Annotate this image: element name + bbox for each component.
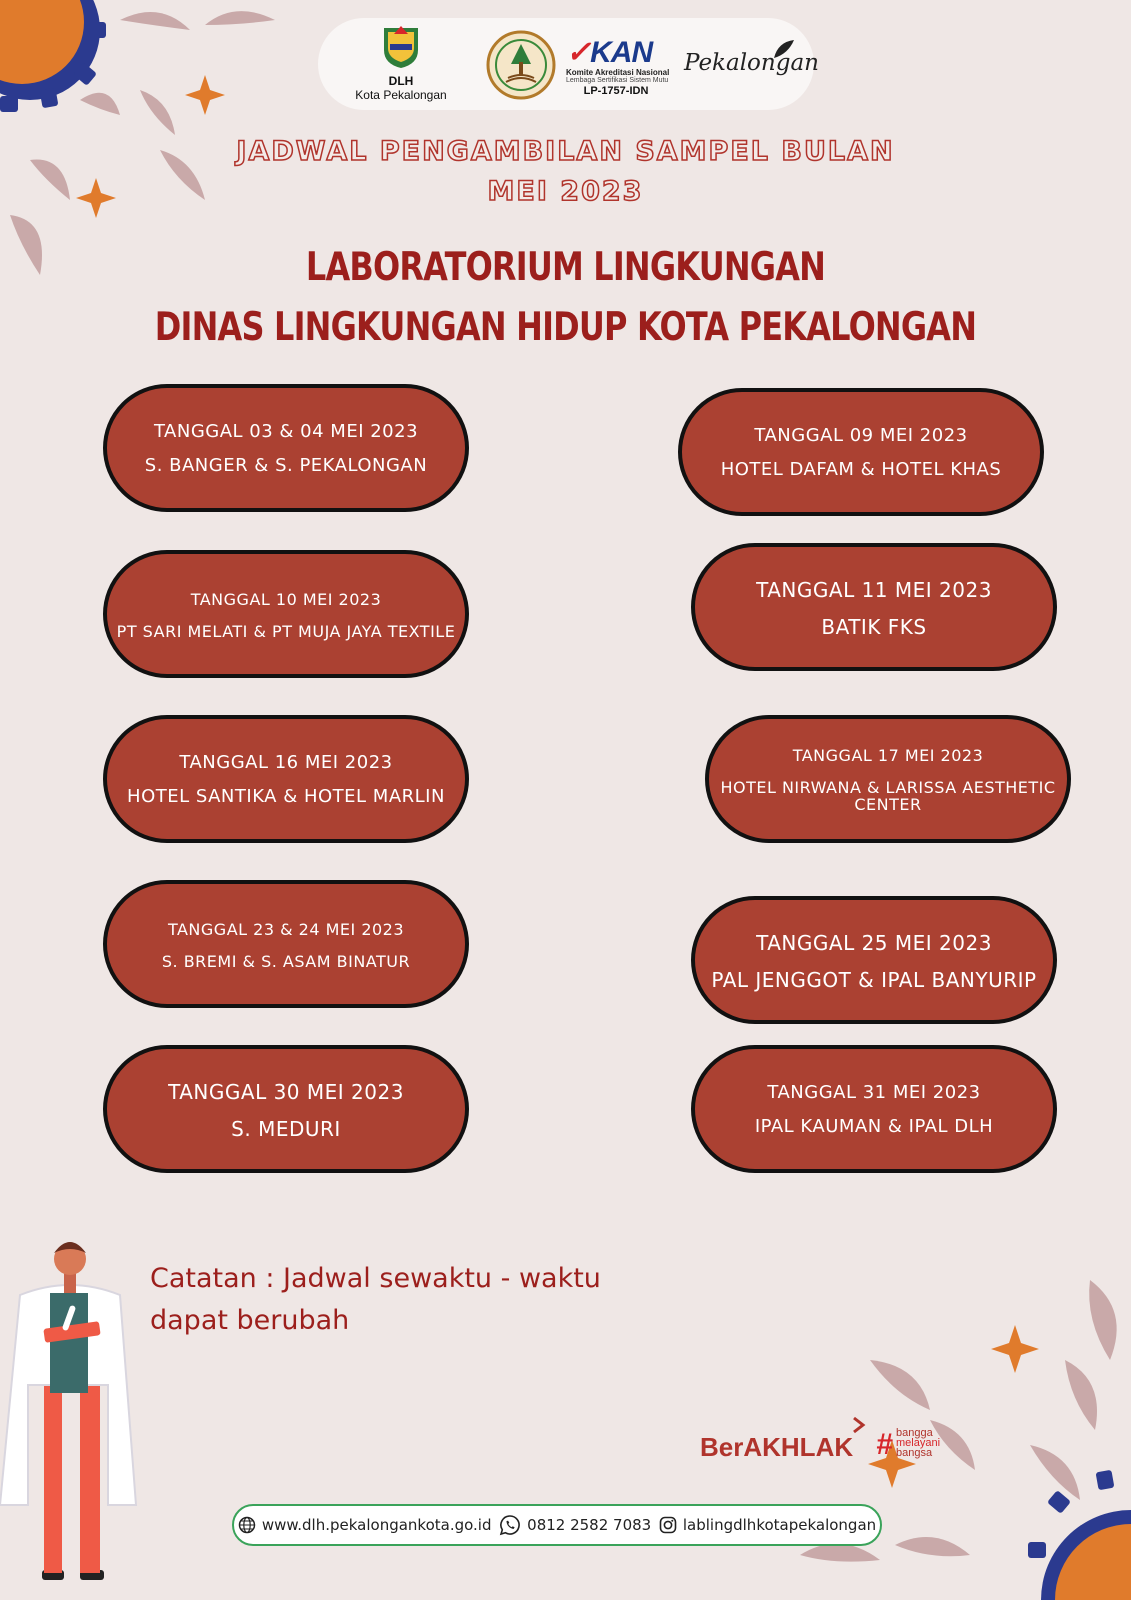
schedule-location: PT SARI MELATI & PT MUJA JAYA TEXTILE bbox=[116, 621, 456, 641]
schedule-date: TANGGAL 11 MEI 2023 bbox=[756, 578, 992, 602]
schedule-heading bbox=[0, 132, 1131, 212]
berakhlak-logo bbox=[700, 1408, 950, 1464]
schedule-card bbox=[103, 384, 469, 512]
website-url[interactable]: www.dlh.pekalongankota.go.id bbox=[261, 1516, 492, 1534]
schedule-location: BATIK FKS bbox=[821, 615, 927, 639]
schedule-date: TANGGAL 17 MEI 2023 bbox=[792, 746, 984, 765]
dlh-logo-sublabel: Kota Pekalongan bbox=[355, 88, 447, 102]
schedule-location: HOTEL SANTIKA & HOTEL MARLIN bbox=[127, 786, 445, 807]
lab-heading-line-1: LABORATORIUM LINGKUNGAN bbox=[305, 245, 826, 290]
schedule-card bbox=[705, 715, 1071, 843]
schedule-date: TANGGAL 30 MEI 2023 bbox=[168, 1080, 404, 1104]
lab-scientist-illustration bbox=[0, 1235, 140, 1595]
schedule-card bbox=[103, 880, 469, 1008]
check-icon: ✓ bbox=[566, 36, 591, 69]
schedule-location: S. BREMI & S. ASAM BINATUR bbox=[161, 951, 411, 971]
kan-wordmark: KAN bbox=[590, 36, 653, 69]
schedule-card bbox=[691, 1045, 1057, 1173]
phone-contact[interactable] bbox=[499, 1514, 651, 1536]
instagram-contact[interactable] bbox=[659, 1516, 876, 1534]
berakhlak-tagline bbox=[896, 1428, 940, 1458]
pekalongan-brand-text: Pekalongan bbox=[684, 50, 819, 76]
schedule-date: TANGGAL 31 MEI 2023 bbox=[767, 1082, 981, 1103]
schedule-date: TANGGAL 25 MEI 2023 bbox=[756, 931, 992, 955]
schedule-card bbox=[103, 1045, 469, 1173]
schedule-date: TANGGAL 09 MEI 2023 bbox=[754, 425, 968, 446]
schedule-card bbox=[103, 715, 469, 843]
schedule-date: TANGGAL 23 & 24 MEI 2023 bbox=[167, 919, 405, 939]
klhk-emblem-icon bbox=[486, 30, 556, 100]
leaf-icon bbox=[770, 38, 800, 62]
dlh-logo bbox=[340, 22, 462, 102]
schedule-heading-line-2: MEI 2023 bbox=[487, 176, 644, 207]
kan-code: LP-1757-IDN bbox=[583, 85, 649, 97]
instagram-icon bbox=[659, 1516, 677, 1534]
instagram-handle[interactable]: lablingdlhkotapekalongan bbox=[682, 1516, 877, 1534]
phone-number[interactable]: 0812 2582 7083 bbox=[527, 1516, 652, 1534]
note-line-1: Catatan : Jadwal sewaktu - waktu bbox=[150, 1263, 601, 1294]
globe-icon bbox=[238, 1516, 256, 1534]
schedule-location: PAL JENGGOT & IPAL BANYURIP bbox=[711, 968, 1037, 992]
kan-logo bbox=[566, 38, 676, 98]
schedule-date: TANGGAL 03 & 04 MEI 2023 bbox=[153, 421, 419, 442]
contact-footer bbox=[232, 1504, 882, 1546]
chevron-right-icon bbox=[852, 1416, 866, 1434]
schedule-card bbox=[103, 550, 469, 678]
star-icon bbox=[185, 75, 225, 115]
website-contact[interactable] bbox=[238, 1516, 492, 1534]
berakhlak-wordmark: BerAKHLAK bbox=[700, 1432, 854, 1462]
schedule-card bbox=[691, 543, 1057, 671]
schedule-heading-line-1: JADWAL PENGAMBILAN SAMPEL BULAN bbox=[236, 136, 895, 167]
pekalongan-brand-logo bbox=[680, 38, 819, 98]
schedule-location: HOTEL NIRWANA & LARISSA AESTHETIC CENTER bbox=[720, 778, 1056, 814]
tagline-word: bangsa bbox=[896, 1447, 933, 1459]
city-crest-icon bbox=[382, 22, 420, 70]
hashtag-icon: # bbox=[876, 1428, 893, 1461]
lab-heading bbox=[102, 238, 1029, 358]
dlh-logo-label: DLH bbox=[388, 74, 414, 88]
tagline-word: melayani bbox=[896, 1437, 941, 1449]
tagline-word: bangga bbox=[896, 1427, 933, 1439]
star-icon bbox=[991, 1325, 1039, 1373]
schedule-card bbox=[691, 896, 1057, 1024]
schedule-date: TANGGAL 10 MEI 2023 bbox=[190, 589, 382, 609]
schedule-date: TANGGAL 16 MEI 2023 bbox=[179, 752, 393, 773]
schedule-card bbox=[678, 388, 1044, 516]
whatsapp-icon bbox=[499, 1514, 521, 1536]
kan-line-1: Komite Akreditasi Nasional bbox=[566, 68, 670, 77]
schedule-note bbox=[150, 1258, 670, 1342]
note-line-2: dapat berubah bbox=[150, 1305, 350, 1336]
schedule-location: HOTEL DAFAM & HOTEL KHAS bbox=[720, 459, 1002, 480]
schedule-location: S. MEDURI bbox=[231, 1117, 341, 1141]
schedule-location: IPAL KAUMAN & IPAL DLH bbox=[754, 1116, 994, 1137]
lab-heading-line-2: DINAS LINGKUNGAN HIDUP KOTA PEKALONGAN bbox=[154, 305, 977, 350]
kan-line-2: Lembaga Sertifikasi Sistem Mutu bbox=[566, 77, 669, 84]
schedule-location: S. BANGER & S. PEKALONGAN bbox=[144, 455, 428, 476]
